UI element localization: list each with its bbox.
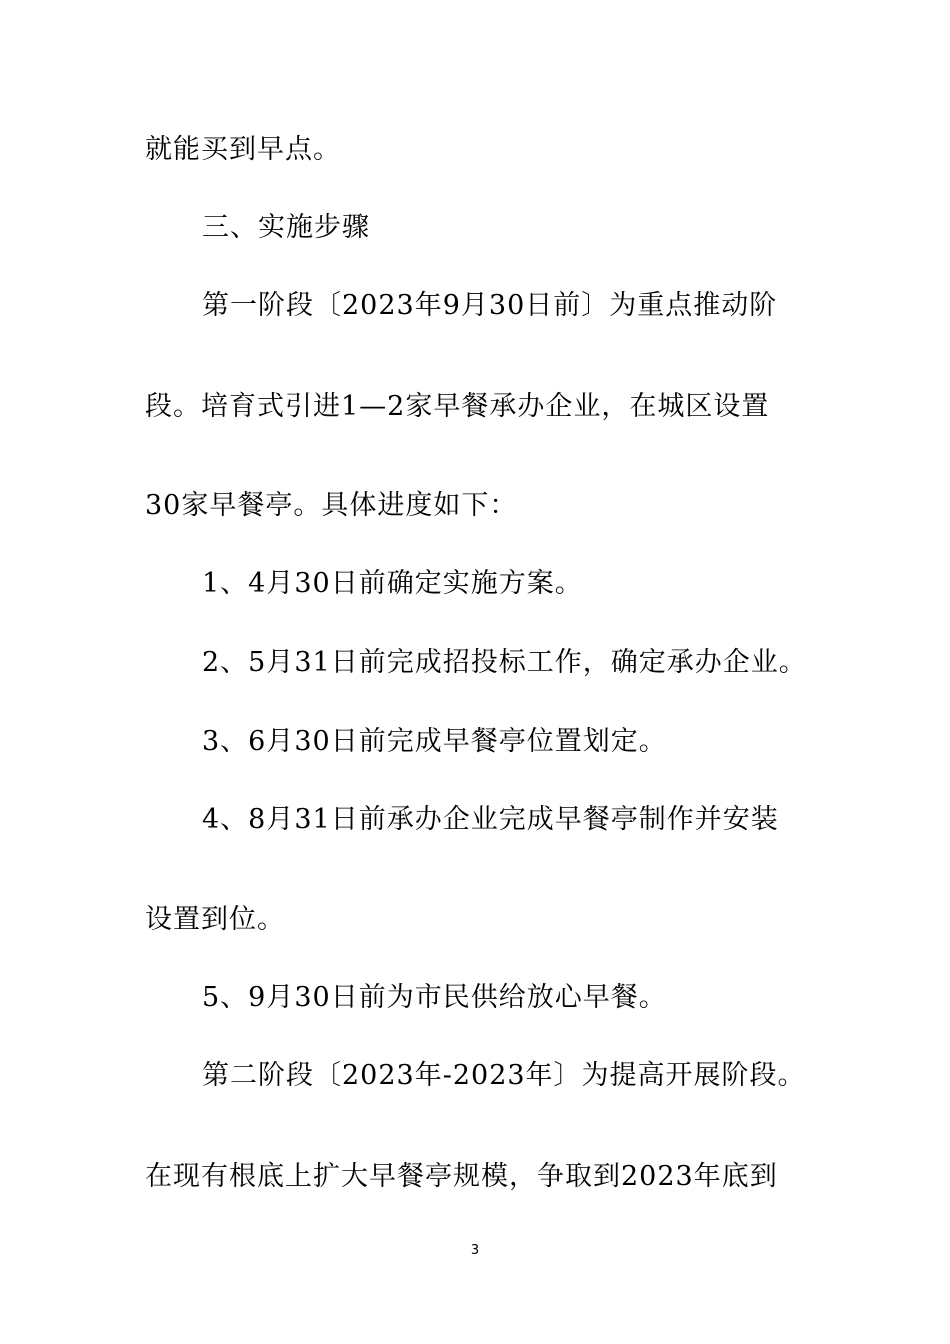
list-item: 5、9月30日前为市民供给放心早餐。: [202, 982, 667, 1013]
list-item: 3、6月30日前完成早餐亭位置划定。: [202, 726, 667, 757]
list-item: 1、4月30日前确定实施方案。: [202, 568, 583, 599]
paragraph-line: 就能买到早点。: [145, 134, 341, 165]
paragraph-line: 30家早餐亭。具体进度如下：: [145, 490, 518, 521]
list-item: 4、8月31日前承办企业完成早餐亭制作并安装: [202, 804, 779, 835]
paragraph-line: 在现有根底上扩大早餐亭规模，争取到2023年底到: [145, 1161, 778, 1192]
page-number: 3: [470, 1243, 480, 1258]
list-item: 2、5月31日前完成招投标工作，确定承办企业。: [202, 647, 807, 678]
section-heading: 三、实施步骤: [202, 212, 370, 243]
paragraph-line: 第一阶段〔2023年9月30日前〕为重点推动阶: [202, 290, 778, 321]
paragraph-line: 第二阶段〔2023年-2023年〕为提高开展阶段。: [202, 1060, 806, 1091]
paragraph-line: 段。培育式引进1—2家早餐承办企业，在城区设置: [145, 391, 770, 422]
paragraph-line: 设置到位。: [145, 904, 285, 935]
